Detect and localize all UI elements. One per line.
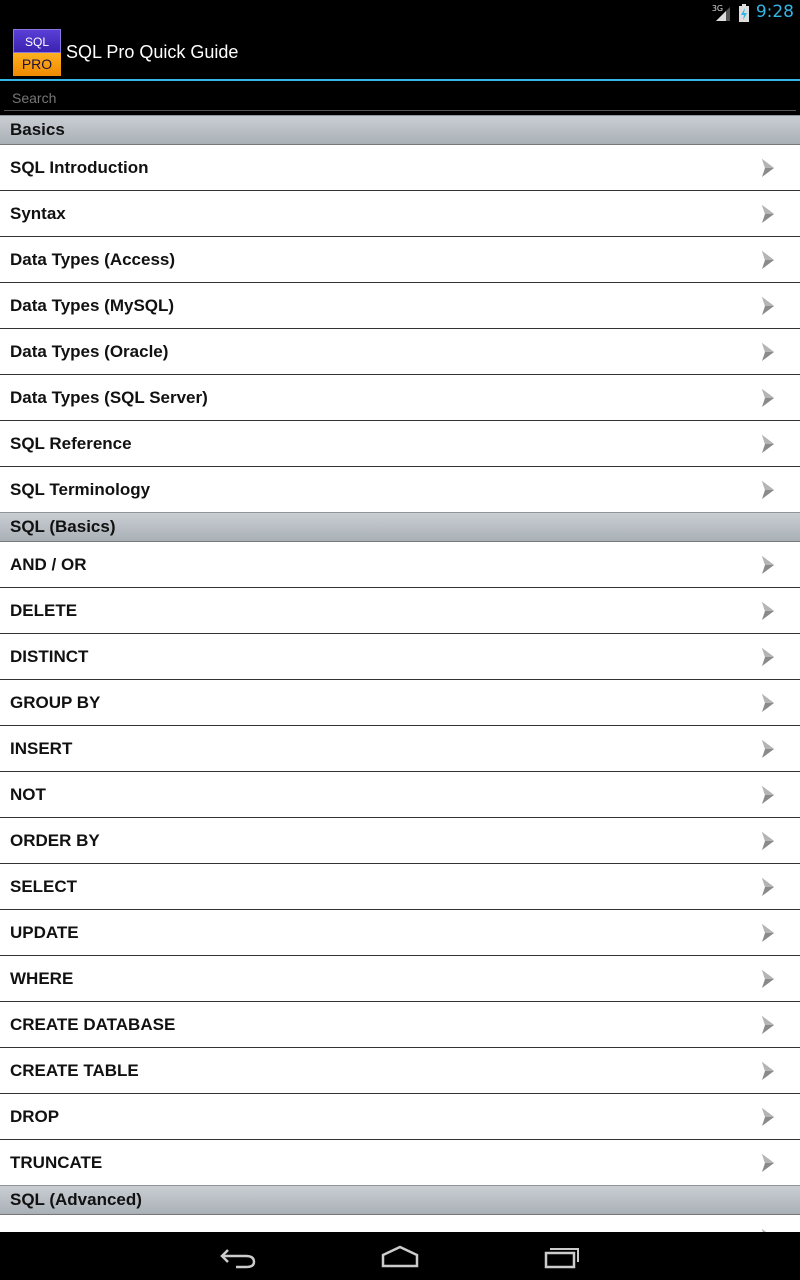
list-item-label: SQL Reference (10, 434, 132, 453)
search-bar (0, 81, 800, 115)
list-item-label: NOT (10, 785, 46, 804)
list-item-label: CREATE DATABASE (10, 1015, 176, 1034)
list-item-label: GROUP BY (10, 693, 101, 712)
list-item[interactable] (0, 1047, 800, 1093)
list-item[interactable] (0, 1214, 800, 1232)
section-header: Basics (0, 115, 800, 144)
list-item[interactable] (0, 236, 800, 282)
list-item-label: Data Types (SQL Server) (10, 388, 208, 407)
back-button[interactable] (216, 1240, 260, 1272)
list-item-label: Data Types (MySQL) (10, 296, 175, 315)
list-item-label: UPDATE (10, 923, 79, 942)
section-header: SQL (Advanced) (0, 1185, 800, 1214)
list-item-label: WHERE (10, 969, 74, 988)
chevron-right-icon (760, 1015, 776, 1035)
list-item-label: DISTINCT (10, 647, 89, 666)
list-item-label: AND / OR (10, 555, 87, 574)
list-item-label: SQL Introduction (10, 158, 149, 177)
chevron-right-icon (760, 388, 776, 408)
signal-icon (712, 3, 732, 23)
navigation-bar (0, 1232, 800, 1280)
list-item-label: Data Types (Access) (10, 250, 176, 269)
list-item[interactable] (0, 817, 800, 863)
list-item-label: DROP (10, 1107, 60, 1126)
list-item-label: SELECT (10, 877, 78, 896)
network-type-label: 3G (711, 3, 724, 13)
list-item[interactable] (0, 725, 800, 771)
list-item-label: ORDER BY (10, 831, 100, 850)
chevron-right-icon (760, 923, 776, 943)
status-time: 9:28 (755, 2, 794, 22)
list-item[interactable] (0, 374, 800, 420)
chevron-right-icon (760, 480, 776, 500)
back-icon (216, 1240, 260, 1272)
list-item-label: Syntax (10, 204, 66, 223)
list-item[interactable] (0, 466, 800, 512)
chevron-right-icon (760, 647, 776, 667)
chevron-right-icon (760, 204, 776, 224)
chevron-right-icon (760, 342, 776, 362)
chevron-right-icon (760, 296, 776, 316)
chevron-right-icon (760, 434, 776, 454)
list-item[interactable] (0, 282, 800, 328)
list-item[interactable] (0, 955, 800, 1001)
list-item[interactable] (0, 144, 800, 190)
list-item[interactable] (0, 633, 800, 679)
list-item[interactable] (0, 1001, 800, 1047)
app-logo-icon[interactable] (13, 29, 61, 76)
list-item[interactable] (0, 190, 800, 236)
chevron-right-icon (760, 739, 776, 759)
action-bar (0, 25, 800, 81)
chevron-right-icon (760, 1153, 776, 1173)
list-item[interactable] (0, 328, 800, 374)
chevron-right-icon (760, 555, 776, 575)
home-button[interactable] (378, 1240, 422, 1272)
recent-apps-button[interactable] (540, 1240, 584, 1272)
chevron-right-icon (760, 1061, 776, 1081)
status-icons (712, 0, 794, 25)
list-item[interactable] (0, 771, 800, 817)
chevron-right-icon (760, 831, 776, 851)
chevron-right-icon (760, 877, 776, 897)
app-logo-sql-text: SQL (13, 29, 61, 53)
home-icon (378, 1240, 422, 1272)
list-item-label: Data Types (Oracle) (10, 342, 169, 361)
chevron-right-icon (760, 785, 776, 805)
list-item-label: CREATE TABLE (10, 1061, 139, 1080)
status-bar (0, 0, 800, 25)
chevron-right-icon (760, 601, 776, 621)
list-item[interactable] (0, 1093, 800, 1139)
list-item[interactable] (0, 420, 800, 466)
list-item-label: INSERT (10, 739, 73, 758)
chevron-right-icon (760, 1107, 776, 1127)
list-item-label: DELETE (10, 601, 78, 620)
search-input[interactable] (4, 85, 796, 111)
app-logo-pro-text: PRO (13, 53, 61, 76)
list-item-label: SQL Terminology (10, 480, 151, 499)
chevron-right-icon (760, 250, 776, 270)
list-item-label: TRUNCATE (10, 1153, 103, 1172)
app-title: SQL Pro Quick Guide (66, 42, 239, 62)
list-item[interactable] (0, 541, 800, 587)
topic-list[interactable] (0, 115, 800, 1232)
list-item[interactable] (0, 679, 800, 725)
chevron-right-icon (760, 969, 776, 989)
battery-icon (738, 3, 750, 23)
chevron-right-icon (760, 158, 776, 178)
list-item[interactable] (0, 1139, 800, 1185)
section-header: SQL (Basics) (0, 512, 800, 541)
list-item[interactable] (0, 587, 800, 633)
list-item[interactable] (0, 909, 800, 955)
recent-apps-icon (540, 1240, 584, 1272)
chevron-right-icon (760, 693, 776, 713)
list-item[interactable] (0, 863, 800, 909)
